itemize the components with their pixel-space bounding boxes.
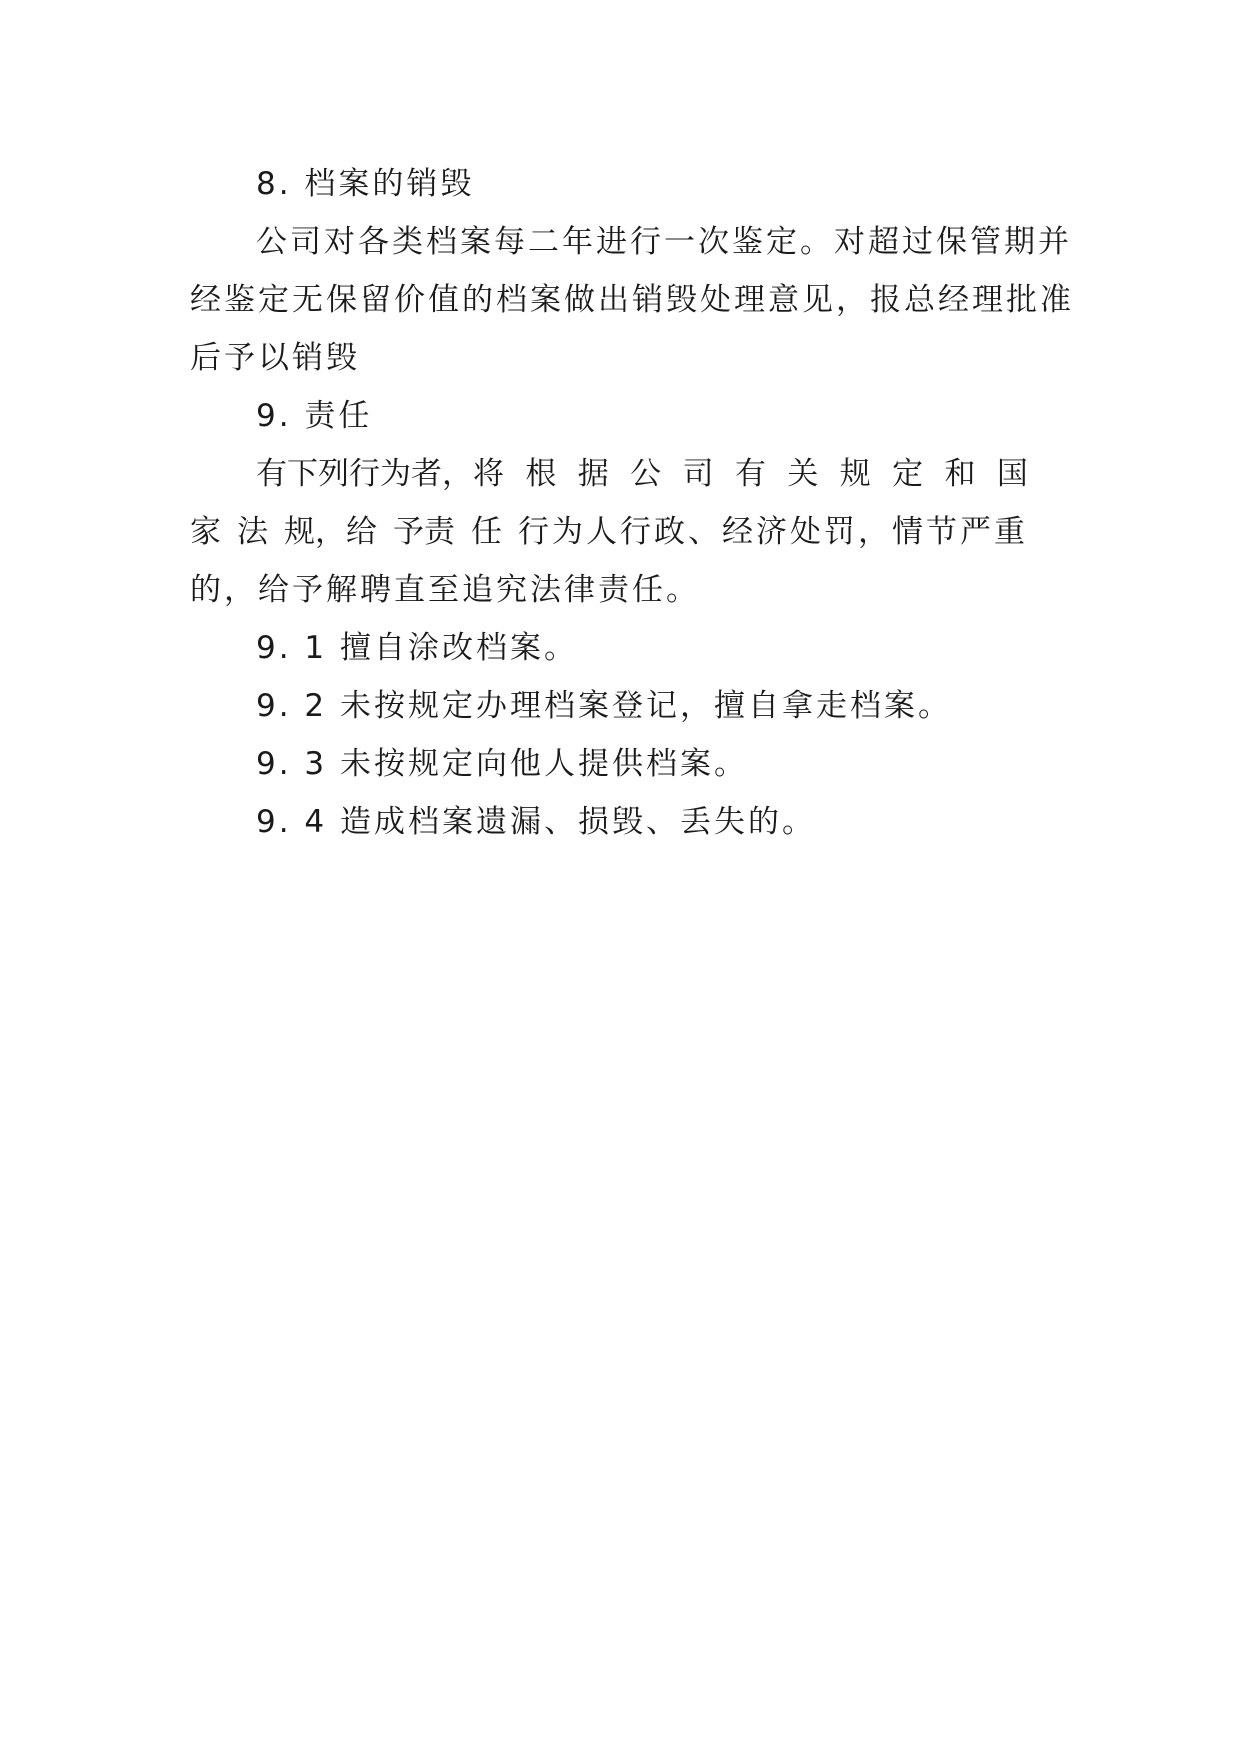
text-token: 有: [734, 456, 766, 492]
text-token: 家: [190, 514, 221, 550]
text-token: 有下列行为者，将: [256, 456, 504, 492]
text-token: 予责: [393, 514, 455, 550]
paragraph-line: 公司对各类档案每二年进行一次鉴定。对超过保管期并: [256, 224, 1072, 260]
paragraph-line: 后予以销毁: [190, 340, 360, 376]
text-token: 任: [471, 514, 502, 550]
text-token: 公: [630, 456, 662, 492]
section-heading-9: 9. 责任: [256, 398, 373, 434]
text-token: 行为人行政、经济处罚，情节严重: [518, 514, 1028, 550]
text-token: 司: [682, 456, 714, 492]
list-item: 9. 1 擅自涂改档案。: [256, 630, 579, 666]
text-token: 定: [892, 456, 924, 492]
paragraph-line-spaced: [256, 454, 1028, 494]
text-token: 国: [996, 456, 1028, 492]
text-token: 关: [787, 456, 819, 492]
paragraph-line-spaced: [190, 512, 1028, 552]
paragraph-line: 经鉴定无保留价值的档案做出销毁处理意见，报总经理批准: [190, 282, 1074, 318]
text-token: 规: [839, 456, 871, 492]
text-token: 根: [525, 456, 557, 492]
paragraph-line: 的，给予解聘直至追究法律责任。: [190, 572, 700, 608]
text-token: 法: [237, 514, 268, 550]
list-item: 9. 4 造成档案遗漏、损毁、丢失的。: [256, 804, 817, 840]
text-token: 据: [577, 456, 609, 492]
text-token: 和: [944, 456, 976, 492]
list-item: 9. 2 未按规定办理档案登记，擅自拿走档案。: [256, 688, 953, 724]
list-item: 9. 3 未按规定向他人提供档案。: [256, 746, 749, 782]
section-heading-8: 8. 档案的销毁: [256, 166, 475, 202]
text-token: 规，给: [284, 514, 377, 550]
